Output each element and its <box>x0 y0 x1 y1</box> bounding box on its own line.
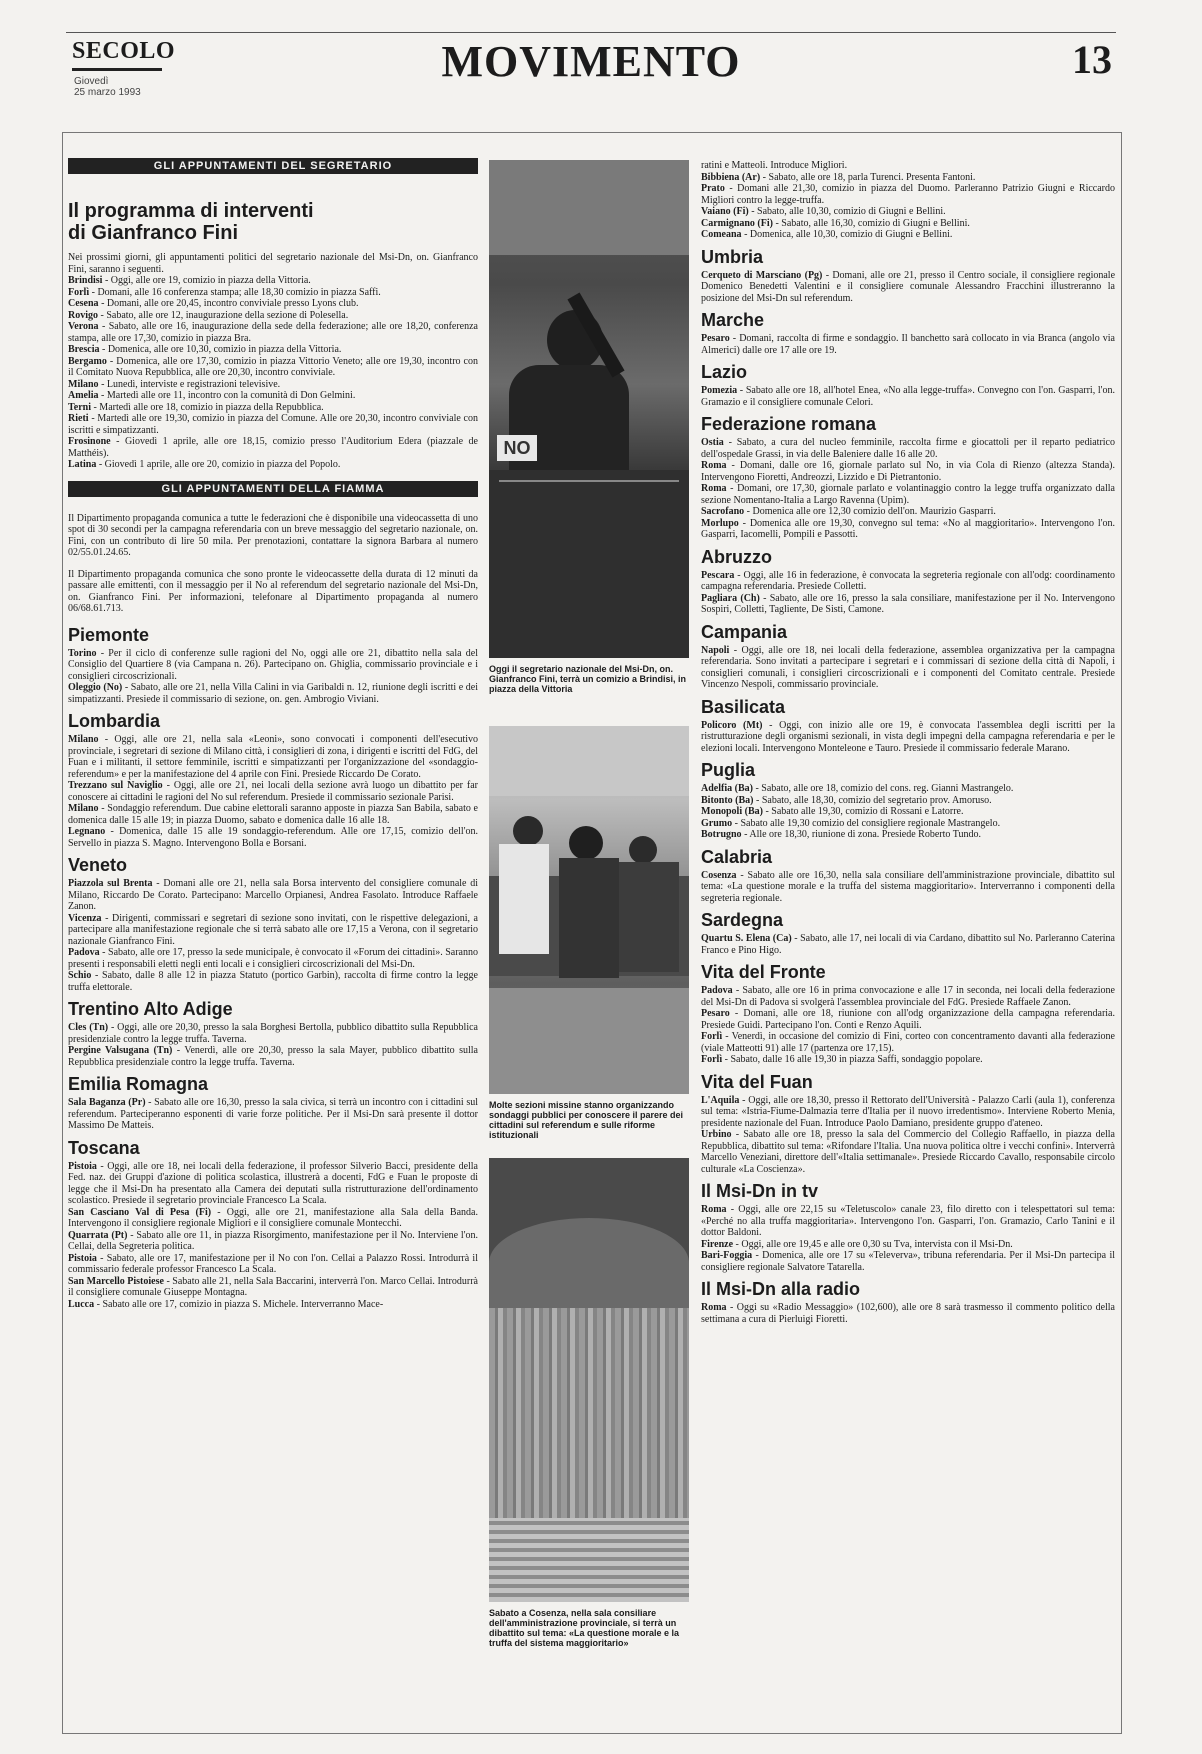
list-item <box>68 803 478 826</box>
entry-place: Sala Baganza (Pr) <box>68 1097 146 1108</box>
region-section <box>68 855 478 993</box>
fiamma-paragraph-2: Il Dipartimento propaganda comunica che sono pronte le videocassette della durata di 12 minuti da passare alle emittenti, con il messaggio per il No al referendum del segretario nazionale del Msi-Dn, on. Gianfranco Fini. Per informazioni, telefonare al Dipartimento propaganda al numero 06/68.61.713. <box>68 568 478 614</box>
region-heading: Basilicata <box>701 696 786 717</box>
list-item <box>701 1095 1115 1130</box>
entry-text: - Venerdì, in occasione del comizio di Fini, corteo con concentramento davanti alla federazione (viale Matteotti 91) alle 17 (partenza ore 17,15). <box>701 1031 1115 1054</box>
list-item <box>68 970 478 993</box>
entry-place: Bibbiena (Ar) <box>701 171 761 183</box>
entry-place: Torino <box>68 647 97 659</box>
region-heading: Federazione romana <box>701 414 877 434</box>
entry-place: Schio <box>68 970 92 981</box>
list-item <box>701 183 1115 206</box>
region-section <box>701 1181 1115 1273</box>
entry-place: Forlì <box>68 286 90 298</box>
list-item <box>68 413 478 436</box>
section-title: MOVIMENTO <box>441 37 741 86</box>
entry-place: Firenze <box>701 1238 734 1250</box>
entry-place: Terni <box>68 401 91 413</box>
entry-place: Brescia <box>68 344 100 355</box>
list-item <box>701 229 1115 241</box>
list-item <box>701 460 1115 483</box>
entry-text: - Sabato alle ore 16,30, presso la sala civica, si terrà un incontro con i cittadini sul referendum. Parteciperanno esponenti di varie forze politiche. Per il Msi-Dn sarà presente il dottor Massimo De Matteis. <box>68 1097 479 1131</box>
entry-text: - Oggi, alle ore 20,30, presso la sala Borghesi Bertolla, pubblico dibattito sulla Repubblica presidenziale contro la legge truffa. Taverna. <box>68 1022 478 1045</box>
photo-3-caption: Sabato a Cosenza, nella sala consiliare dell'amministrazione provinciale, si terrà un dibattito sul tema: «La questione morale e la truffa del sistema maggioritario» <box>489 1608 680 1648</box>
region-heading: Toscana <box>68 1137 140 1158</box>
list-item <box>68 390 478 402</box>
entry-text: - Sabato, alle ore 12, inaugurazione della sezione di Polesella. <box>98 309 349 321</box>
entry-place: Verona <box>68 321 99 332</box>
entry-place: Comeana <box>701 229 742 240</box>
entry-place: Roma <box>701 460 727 471</box>
region-heading: Puglia <box>701 760 756 780</box>
region-section <box>68 1074 478 1132</box>
segretario-list <box>68 275 478 471</box>
list-item <box>701 720 1115 755</box>
entry-text: - Sabato alle ore 16,30, nella sala consiliare dell'amministrazione provinciale, dibattito sul tema: «La questione morale e la truffa del sistema maggioritario». Interverranno i componenti della segreteria regionale. <box>701 869 1115 904</box>
list-item <box>701 1250 1115 1273</box>
entry-place: Vicenza <box>68 912 102 924</box>
region-section <box>701 760 1115 841</box>
entry-text: - Oggi, alle ore 18, nei locali della federazione, assemblea organizzativa per la campagna referendaria. Sono invitati a partecipare i segretari e i commissari di sezione della città di Napoli, i consiglieri comunali, i consiglieri circoscrizionali e i componenti del Comitato centrale. Presiede Vincenzo Nespoli, commissario provinciale. <box>701 644 1115 690</box>
region-section <box>701 247 1115 305</box>
entry-text: - Oggi, alle ore 21, manifestazione alla Sala della Banda. Intervengono il consigliere regionale Migliori e il consigliere comunale Montecchi. <box>68 1206 478 1229</box>
list-item <box>701 333 1115 356</box>
list-item <box>68 780 478 803</box>
entry-place: Pistoia <box>68 1252 97 1264</box>
right-regions <box>701 247 1115 1326</box>
list-item <box>701 160 1115 172</box>
region-heading: Lombardia <box>68 711 161 731</box>
fiamma-paragraph-1: Il Dipartimento propaganda comunica a tutte le federazioni che è disponibile una videocassetta di uno spot di 30 secondi per la campagna referendaria con un breve messaggio del segretario nazionale, on. Fini, con un contributo di lire 50 mila. Per prenotazioni, contattare la signora Barbara al numero 02/55.01.24.65. <box>68 512 478 558</box>
toscana-continuation <box>701 160 1115 241</box>
list-item <box>68 1022 478 1045</box>
list-item <box>68 275 478 287</box>
fiamma-box-label: GLI APPUNTAMENTI DELLA FIAMMA <box>68 481 478 497</box>
entry-text: - Per il ciclo di conferenze sulle ragioni del No, oggi alle ore 21, dibattito nella sala del Consiglio del Quartiere 8 (via Campana n. 26). Partecipano on. Ghiglia, commissario provinciale e i consiglieri circoscrizionali. <box>68 647 478 682</box>
list-item <box>68 402 478 414</box>
entry-text: - Sabato, a cura del nucleo femminile, raccolta firme e giocattoli per il reparto pediatrico dell'ospedale Grassi, in via delle Baleniere dalle 16 alle 20. <box>701 437 1115 460</box>
region-heading: Vita del Fronte <box>701 962 826 982</box>
entry-text: - Domenica alle ore 12,30 comizio dell'on. Maurizio Gasparri. <box>744 506 996 517</box>
masthead <box>66 30 1116 118</box>
left-regions <box>68 625 478 1311</box>
region-heading: Lazio <box>701 362 748 382</box>
region-section <box>68 1138 478 1311</box>
region-section <box>701 310 1115 356</box>
entry-place: Monopoli (Ba) <box>701 806 763 817</box>
list-item <box>701 270 1115 305</box>
entry-text: - Oggi, alle ore 18, nei locali della federazione, il professor Silverio Bacci, presidente della Fed. naz. dei Gruppi d'azione di politica scolastica, illustrerà a docenti, FdG e Fuan le proposte di legge che il Msi-Dn ha presentato alla Camera dei deputati sulla ristrutturazione dell'ordinamento scolastico. Presiede il segretario provinciale Francesco La Scala. <box>68 1160 478 1206</box>
entry-place: Milano <box>68 378 99 390</box>
entry-text: - Sabato, alle ore 21, nella Villa Calini in via Garibaldi n. 12, riunione degli iscritti e dei simpatizzanti. Presiede il commissario di sezione, on. gen. Ambrogio Viviani. <box>68 682 478 705</box>
headline-line-1: Il programma di interventi <box>68 200 314 222</box>
entry-place: Oleggio (No) <box>68 682 123 693</box>
list-item <box>68 321 478 344</box>
list-item <box>68 1276 478 1299</box>
left-column <box>68 158 478 1310</box>
entry-text: - Domani alle 21,30, comizio in piazza del Duomo. Parleranno Patrizio Giugni e Riccardo Migliori contro la legge-truffa. <box>701 183 1115 206</box>
entry-text: - Sondaggio referendum. Due cabine elettorali saranno apposte in piazza San Babila, sabato e domenica dalle 15 alle 19; in piazza Duomo, sabato e domenica dalle 16 alle 18. <box>68 803 478 826</box>
list-item <box>701 1302 1115 1325</box>
entry-text: - Sabato, alle ore 18, parla Turenci. Presenta Fantoni. <box>760 171 976 183</box>
entry-place: Cesena <box>68 298 99 309</box>
list-item <box>68 648 478 683</box>
list-item <box>701 829 1115 841</box>
entry-place: Urbino <box>701 1129 732 1140</box>
entry-place: Grumo <box>701 817 733 829</box>
entry-text: - Domani, dalle ore 16, giornale parlato sul No, in via Cola di Rienzo (altezza Standa). Intervengono Fioretti, Andreozzi, Lizzido e Di Pietrantonio. <box>701 460 1115 483</box>
list-item <box>701 385 1115 408</box>
list-item <box>701 483 1115 506</box>
entry-text: ratini e Matteoli. Introduce Migliori. <box>701 160 848 171</box>
list-item <box>68 1253 478 1276</box>
list-item <box>68 1097 478 1132</box>
entry-text: - Domani, alle ore 20,45, incontro conviviale presso Lyons club. <box>98 298 359 309</box>
entry-place: Roma <box>701 1204 727 1215</box>
list-item <box>68 436 478 459</box>
entry-text: - Domani, alle ore 21, presso il Centro sociale, il consigliere regionale Domenico Benedetti Valentini e il consigliere comunale Alessandro Fracchini illustreranno la posizione del Msi-Dn sul referendum. <box>701 269 1116 304</box>
entry-text: - Domenica, alle 10,30, comizio di Giugni e Bellini. <box>741 229 953 240</box>
entry-text: - Giovedì 1 aprile, alle ore 20, comizio in piazza del Popolo. <box>96 459 341 470</box>
list-item <box>701 783 1115 795</box>
region-heading: Trentino Alto Adige <box>68 999 233 1019</box>
entry-text: - Sabato, alle 17, nei locali di via Cardano, dibattito sul No. Parleranno Caterina Franco e Pino Higo. <box>701 933 1115 956</box>
entry-place: Napoli <box>701 644 730 656</box>
region-heading: Calabria <box>701 846 773 867</box>
entry-text: - Domani, ore 17,30, giornale parlato e volantinaggio contro la legge truffa organizzato dalla sezione Nomentano-Italia a Largo Ravenna (Upim). <box>701 483 1115 506</box>
list-item <box>68 287 478 299</box>
entry-place: Quarrata (Pt) <box>68 1229 128 1241</box>
entry-text: - Domani, alle ore 18, riunione con all'odg organizzazione della campagna referendaria. Presiede Guidi. Partecipano l'on. Conti e Renzo Aquili. <box>701 1008 1115 1031</box>
region-heading: Il Msi-Dn in tv <box>701 1181 818 1201</box>
main-headline <box>68 200 478 244</box>
region-section <box>701 910 1115 956</box>
list-item <box>701 1054 1115 1066</box>
list-item <box>701 1239 1115 1251</box>
entry-text: - Sabato, alle ore 17, presso la sede municipale, è convocato il «Forum dei cittadini». Saranno presenti i responsabili eletti negli enti locali e i consiglieri circoscrizionali del Msi-Dn. <box>68 947 478 970</box>
entry-place: Rieti <box>68 413 89 424</box>
entry-text: - Domani alle ore 21, nella sala Borsa intervento del consigliere comunale di Milano, Riccardo De Corato. Partecipano: Marcello Orpianesi, Andrea Fasolato. Introduce Raffaele Zanon. <box>68 878 478 912</box>
entry-text: - Sabato, alle ore 18, comizio del cons. reg. Gianni Mastrangelo. <box>752 783 1014 794</box>
list-item <box>68 734 478 780</box>
list-item <box>68 913 478 948</box>
region-heading: Abruzzo <box>701 546 772 567</box>
entry-place: Padova <box>68 947 100 958</box>
list-item <box>68 682 478 705</box>
entry-text: - Oggi, alle ore 19, comizio in piazza della Vittoria. <box>102 275 311 286</box>
list-item <box>701 985 1115 1008</box>
list-item <box>68 878 478 913</box>
entry-place: Legnano <box>68 826 106 837</box>
entry-place: L'Aquila <box>701 1094 740 1106</box>
list-item <box>68 344 478 356</box>
list-item <box>701 172 1115 184</box>
top-rule <box>66 32 1116 33</box>
list-item <box>68 1230 478 1253</box>
region-section <box>701 362 1115 408</box>
page-number: 13 <box>1072 37 1112 82</box>
paper-name: SECOLO <box>72 38 176 64</box>
entry-text: - Domenica, alle ore 10,30, comizio in piazza della Vittoria. <box>99 344 342 355</box>
list-item <box>68 379 478 391</box>
entry-text: - Martedì alle ore 18, comizio in piazza della Repubblica. <box>90 401 324 413</box>
region-section <box>701 847 1115 905</box>
entry-text: - Sabato, alle 16,30, comizio di Giugni e Bellini. <box>772 217 970 229</box>
entry-place: Cosenza <box>701 869 737 881</box>
entry-text: - Sabato, alle ore 17, manifestazione per il No con l'on. Cellai a Palazzo Rossi. Introdurrà il commissario federale professor Francesco La Scala. <box>68 1252 478 1275</box>
list-item <box>701 1129 1115 1175</box>
entry-place: Vaiano (Fi) <box>701 206 749 217</box>
entry-place: Pagliara (Ch) <box>701 592 760 604</box>
entry-place: Pomezia <box>701 385 738 396</box>
region-heading: Il Msi-Dn alla radio <box>701 1279 861 1299</box>
entry-text: - Alle ore 18,30, riunione di zona. Presiede Roberto Tundo. <box>741 829 981 840</box>
entry-place: Pesaro <box>701 1008 730 1019</box>
region-section <box>701 547 1115 616</box>
entry-place: Cles (Tn) <box>68 1022 109 1033</box>
region-section <box>68 999 478 1068</box>
entry-text: - Sabato, alle ore 16 in prima convocazione e alle 17 in seconda, nei locali della federazione del Msi-Dn di Padova si svolgerà l'assemblea provinciale del FdG. Presiede Raffaele Zanon. <box>701 985 1115 1008</box>
entry-place: Pergine Valsugana (Tn) <box>68 1045 173 1056</box>
list-item <box>701 1204 1115 1239</box>
list-item <box>701 593 1115 616</box>
photo-city-icon <box>489 1158 689 1602</box>
list-item <box>701 795 1115 807</box>
segretario-box-label: GLI APPUNTAMENTI DEL SEGRETARIO <box>68 158 478 174</box>
entry-text: - Venerdì, alle ore 20,30, presso la sala Mayer, pubblico dibattito sulla Repubblica presidenziale contro la legge truffa. Taverna. <box>68 1045 478 1068</box>
entry-text: - Oggi, alle 16 in federazione, è convocata la segreteria regionale con all'odg: coordinamento campagna referendaria. Presiede Colletti. <box>701 569 1115 592</box>
segretario-intro: Nei prossimi giorni, gli appuntamenti politici del segretario nazionale del Msi-Dn, on. Gianfranco Fini, saranno i seguenti. <box>68 252 478 275</box>
entry-text: - Oggi, alle ore 18,30, presso il Rettorato dell'Università - Palazzo Carli (aula 1), conferenza sul tema: «Istria-Fiume-Dalmazia terre d'Italia per il nuovo irredentismo». Interviene Roberto Menia, presidente nazionale del Fuan. Introduce Paolo Damiano, presidente gruppo d'ateneo. <box>701 1094 1115 1129</box>
list-item <box>68 1207 478 1230</box>
entry-place: Bergamo <box>68 355 107 367</box>
photo-1-caption: Oggi il segretario nazionale del Msi-Dn, on. Gianfranco Fini, terrà un comizio a Brindisi, in piazza della Vittoria <box>489 664 687 694</box>
list-item <box>701 218 1115 230</box>
entry-text: - Sabato alle 19,30 comizio del consigliere regionale Mastrangelo. <box>732 817 1001 829</box>
entry-place: Carmignano (Fi) <box>701 217 773 229</box>
entry-place: Piazzola sul Brenta <box>68 878 153 889</box>
entry-text: - Oggi, alle ore 19,45 e alle ore 0,30 su Tva, intervista con il Msi-Dn. <box>733 1238 1013 1250</box>
list-item <box>701 506 1115 518</box>
entry-text: - Lunedì, interviste e registrazioni televisive. <box>98 378 281 390</box>
entry-text: - Domani, alle 16 conferenza stampa; alle 18,30 comizio in piazza Saffi. <box>89 286 381 298</box>
publication-day: Giovedì <box>74 76 109 87</box>
list-item <box>68 310 478 322</box>
entry-place: Rovigo <box>68 309 98 321</box>
right-column <box>701 160 1115 1325</box>
entry-text: - Domani, raccolta di firme e sondaggio. Il banchetto sarà collocato in via Branca (angolo via Almerici) dalle ore 17 alle ore 19. <box>701 333 1115 356</box>
entry-text: - Domenica alle ore 19,30, convegno sul tema: «No al maggioritario». Intervengono l'on. Gasparri, Iacomelli, Pompili e Passotti. <box>701 517 1115 540</box>
list-item <box>68 826 478 849</box>
entry-place: Pescara <box>701 569 735 581</box>
list-item <box>68 1161 478 1207</box>
entry-text: - Sabato, alle 18,30, comizio del segretario prov. Amoruso. <box>753 794 992 806</box>
entry-text: - Oggi, alle ore 21, nella sala «Leoni», sono convocati i componenti dell'esecutivo provinciale, i segretari di sezione di Milano città, i consiglieri di zona, i dirigenti e iscritti del FdG, del Fuan e i militanti, il settore femminile, iscritti e simpatizzanti per l'organizzazione del «sondaggio-referendum» e per la manifestazione del 4 aprile con Fini. Presiede Riccardo De Corato. <box>68 734 478 780</box>
region-heading: Emilia Romagna <box>68 1074 209 1094</box>
entry-place: Brindisi <box>68 275 103 286</box>
entry-text: - Domenica, alle ore 17 su «Televerva», tribuna referendaria. Per il Msi-Dn partecipa il consigliere regionale Salvatore Tatarella. <box>701 1250 1115 1273</box>
entry-place: Trezzano sul Naviglio <box>68 780 163 791</box>
entry-text: - Sabato, alle 10,30, comizio di Giugni e Bellini. <box>748 206 946 217</box>
list-item <box>68 298 478 310</box>
list-item <box>701 870 1115 905</box>
region-section <box>68 625 478 706</box>
entry-place: Bari-Foggia <box>701 1250 753 1261</box>
region-section <box>701 697 1115 755</box>
entry-place: Forlì <box>701 1054 723 1065</box>
list-item <box>68 947 478 970</box>
list-item <box>701 570 1115 593</box>
headline-line-2: di Gianfranco Fini <box>68 222 239 244</box>
entry-place: Botrugno <box>701 829 742 840</box>
entry-place: Roma <box>701 483 727 494</box>
region-section <box>701 962 1115 1066</box>
entry-place: Morlupo <box>701 517 739 529</box>
entry-text: - Sabato alle ore 11, in piazza Risorgimento, manifestazione per il No. Interviene l'on. Cellai, della Segreteria politica. <box>68 1229 478 1252</box>
entry-text: - Sabato alle ore 18, all'hotel Enea, «No alla legge-truffa». Convegno con l'on. Gasparri, l'on. Gramazio e il consigliere comunale Celori. <box>701 385 1115 408</box>
entry-text: - Domenica, dalle 15 alle 19 sondaggio-referendum. Alle ore 17,15, comizio dell'on. Servello in piazza S. Magno. Intervengono Bolla e Borsani. <box>68 826 478 849</box>
entry-place: Pistoia <box>68 1160 97 1172</box>
entry-place: Roma <box>701 1302 727 1313</box>
region-section <box>701 414 1115 541</box>
entry-place: Policoro (Mt) <box>701 719 763 731</box>
list-item <box>701 806 1115 818</box>
entry-place: Adelfia (Ba) <box>701 783 753 794</box>
entry-text: - Oggi, alle ore 21, nei locali della sezione avrà luogo un dibattito per far conoscere ai cittadini le ragioni del No sul referendum. Presiede il commissario sezionale Parisi. <box>68 780 478 803</box>
entry-text: - Martedì alle ore 11, incontro con la comunità di Don Gelmini. <box>98 390 356 401</box>
entry-text: - Sabato, alle ore 16, inaugurazione della sede della federazione; alle ore 18,20, conferenza stampa, alle ore 17,30, comizio in piazza Bra. <box>68 321 478 344</box>
entry-text: - Sabato alle ore 18, presso la sala del Commercio del Collegio Raffaello, in piazza della Repubblica, dibattito sul tema: «Rifondare l'Italia. Una nuova politica oltre i vecchi confini». Interverrà Marcello Veneziani, direttore dell'«Italia settimanale». Presiede Riccardo Cavallo, responsabile circolo culturale «La Coscienza». <box>701 1129 1115 1175</box>
region-heading: Marche <box>701 310 765 330</box>
entry-place: Milano <box>68 803 99 814</box>
list-item <box>701 933 1115 956</box>
entry-text: - Oggi, con inizio alle ore 19, è convocata l'assemblea degli iscritti per la ristrutturazione degli organismi sezionali, in vista degli impegni della campagna referendaria e per le elezioni locali. Intervengono Monteleone e Tauro. Presiede il commissario federale Marano. <box>701 719 1116 754</box>
entry-text: - Giovedì 1 aprile, alle ore 18,15, comizio presso l'Auditorium Edera (piazzale de Matthéis). <box>68 436 478 459</box>
entry-place: Amelia <box>68 390 99 401</box>
entry-text: - Dirigenti, commissari e segretari di sezione sono invitati, con le rispettive delegazioni, a partecipare alla manifestazione regionale che si terrà sabato alle ore 17,15 a Verona, con il segretario nazionale Gianfranco Fini. <box>68 912 478 947</box>
region-section <box>68 711 478 849</box>
entry-place: Forlì <box>701 1031 723 1042</box>
entry-place: San Casciano Val di Pesa (Fi) <box>68 1206 212 1218</box>
entry-place: Bitonto (Ba) <box>701 794 754 806</box>
list-item <box>701 645 1115 691</box>
region-section <box>701 1072 1115 1176</box>
list-item <box>68 1045 478 1068</box>
region-heading: Sardegna <box>701 910 784 930</box>
region-section <box>701 1279 1115 1325</box>
entry-text: - Oggi, alle ore 22,15 su «Teletuscolo» canale 23, filo diretto con i telespettatori sul tema: «Perché no alla truffa maggioritaria». Intervengono l'on. Gasparri, l'on. Gramazio, Carlo Tanini e il dottor Baldoni. <box>701 1204 1115 1238</box>
list-item <box>701 1008 1115 1031</box>
region-heading: Umbria <box>701 246 764 267</box>
list-item <box>701 437 1115 460</box>
entry-place: Prato <box>701 183 725 194</box>
entry-place: Quartu S. Elena (Ca) <box>701 933 792 944</box>
region-heading: Veneto <box>68 855 128 875</box>
photo-column <box>489 160 689 1648</box>
entry-text: - Sabato alle 19,30, comizio di Rossani e Latorre. <box>762 806 964 817</box>
list-item <box>68 459 478 471</box>
list-item <box>701 518 1115 541</box>
region-heading: Campania <box>701 621 788 642</box>
entry-text: - Domenica, alle ore 17,30, comizio in piazza Vittorio Veneto; alle ore 19,30, incontro con il Comitato Nuova Repubblica, alle ore 20,30, incontro conviviale. <box>68 355 478 378</box>
entry-text: - Sabato alle ore 17, comizio in piazza S. Michele. Interverranno Mace- <box>94 1298 384 1310</box>
photo-2-caption: Molte sezioni missine stanno organizzando sondaggi pubblici per conoscere il parere dei cittadini sul referendum e sulle riforme istituzionali <box>489 1100 684 1140</box>
list-item <box>701 206 1115 218</box>
list-item <box>701 1031 1115 1054</box>
list-item <box>701 818 1115 830</box>
region-section <box>701 622 1115 691</box>
entry-text: - Sabato alle 21, nella Sala Baccarini, interverrà l'on. Marco Cellai. Introdurrà il consigliere comunale Giuseppe Montagna. <box>68 1275 478 1298</box>
entry-text: - Sabato, dalle 8 alle 12 in piazza Statuto (portico Garbin), raccolta di firme contro la legge truffa elettorale. <box>68 970 478 993</box>
entry-text: - Oggi su «Radio Messaggio» (102,600), alle ore 8 sarà trasmesso il commento politico della settimana a cura di Pierluigi Fioretti. <box>701 1302 1115 1325</box>
entry-text: - Sabato, alle ore 16, presso la sala consiliare, manifestazione per il No. Intervengono Sospiri, Colletti, Tagliente, De Sisti, Camone. <box>701 592 1116 615</box>
photo-crowd-icon <box>489 726 689 1094</box>
entry-place: Ostia <box>701 437 724 448</box>
entry-place: Milano <box>68 734 99 745</box>
entry-place: San Marcello Pistoiese <box>68 1275 164 1287</box>
entry-place: Pesaro <box>701 333 730 344</box>
entry-place: Sacrofano <box>701 506 745 517</box>
region-heading: Piemonte <box>68 624 150 645</box>
entry-text: - Sabato, dalle 16 alle 19,30 in piazza Saffi, sondaggio popolare. <box>722 1054 983 1065</box>
photo-rally-icon: NO <box>489 160 689 658</box>
list-item <box>68 356 478 379</box>
entry-text: - Martedì alle ore 19,30, comizio in piazza del Comune. Alle ore 20,30, incontro conviviale con iscritti e simpatizzanti. <box>68 413 478 436</box>
entry-place: Cerqueto di Marsciano (Pg) <box>701 269 823 281</box>
region-heading: Vita del Fuan <box>701 1071 813 1092</box>
entry-place: Padova <box>701 985 733 996</box>
list-item <box>68 1299 478 1311</box>
entry-place: Latina <box>68 459 97 470</box>
entry-place: Frosinone <box>68 436 111 447</box>
entry-place: Lucca <box>68 1298 95 1310</box>
publication-date-text: 25 marzo 1993 <box>74 87 141 98</box>
